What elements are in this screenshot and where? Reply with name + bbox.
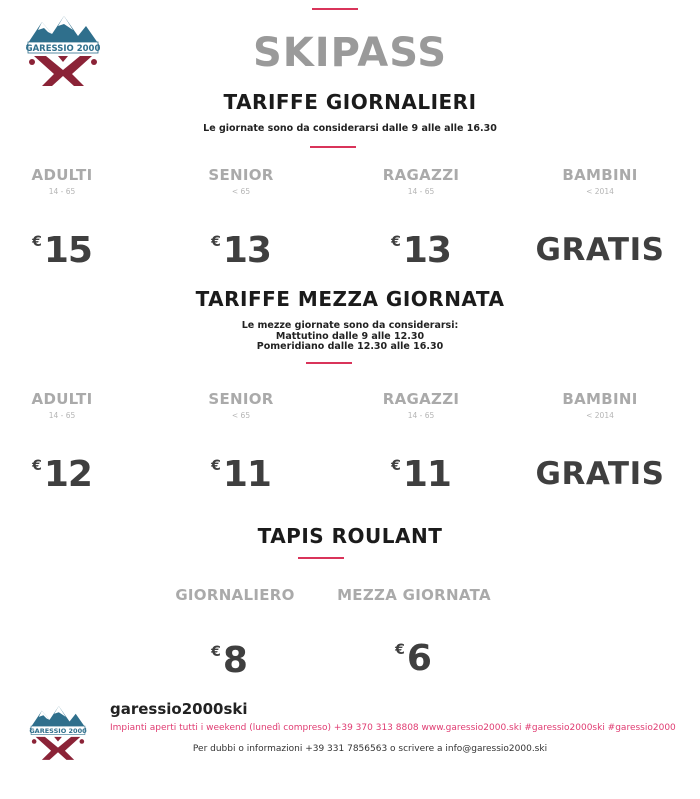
tapis-mezza-giornata bbox=[324, 586, 504, 604]
category-age: < 2014 bbox=[586, 411, 614, 420]
euro-symbol: € bbox=[32, 458, 42, 474]
euro-symbol: € bbox=[395, 642, 405, 658]
category-label: SENIOR bbox=[208, 390, 274, 408]
section-heading-tapis: TAPIS ROULANT bbox=[257, 524, 443, 548]
category-label: BAMBINI bbox=[562, 166, 638, 184]
divider-mezza bbox=[306, 362, 352, 364]
price-value: 15 bbox=[43, 230, 92, 271]
section-heading-giornalieri: TARIFFE GIORNALIERI bbox=[223, 90, 477, 114]
price-value: 12 bbox=[43, 454, 92, 495]
euro-symbol: € bbox=[391, 234, 401, 250]
category-age: 14 - 65 bbox=[407, 411, 435, 420]
price-value: 13 bbox=[402, 230, 451, 271]
divider-giornalieri bbox=[310, 146, 356, 148]
price-value: 6 bbox=[406, 638, 431, 679]
category-age: < 2014 bbox=[586, 187, 614, 196]
category-age: < 65 bbox=[231, 411, 251, 420]
garessio-logo-footer bbox=[28, 703, 88, 763]
price-value: GRATIS bbox=[535, 232, 665, 268]
category-label: RAGAZZI bbox=[382, 390, 460, 408]
category-age: 14 - 65 bbox=[48, 187, 76, 196]
note-mezza-line2: Mattutino dalle 9 alle 12.30 bbox=[275, 331, 425, 342]
price-ragazzi bbox=[331, 454, 511, 495]
price-bambini bbox=[510, 232, 690, 268]
category-senior bbox=[151, 390, 331, 420]
category-bambini bbox=[510, 390, 690, 420]
price-senior bbox=[151, 454, 331, 495]
price-adulti bbox=[0, 230, 152, 271]
category-label: BAMBINI bbox=[562, 390, 638, 408]
category-label: SENIOR bbox=[208, 166, 274, 184]
note-mezza-line1: Le mezze giornate sono da considerarsi: bbox=[241, 320, 459, 331]
section-heading-mezza: TARIFFE MEZZA GIORNATA bbox=[195, 287, 505, 311]
price-value: 11 bbox=[222, 454, 271, 495]
price-adulti bbox=[0, 454, 152, 495]
price-senior bbox=[151, 230, 331, 271]
footer-brand: garessio2000ski bbox=[110, 700, 248, 718]
category-age: 14 - 65 bbox=[407, 187, 435, 196]
category-ragazzi bbox=[331, 166, 511, 196]
footer-contact[interactable]: Per dubbi o informazioni +39 331 7856563 o scrivere a info@garessio2000.ski bbox=[192, 744, 548, 754]
category-bambini bbox=[510, 166, 690, 196]
category-senior bbox=[151, 166, 331, 196]
page-title: SKIPASS bbox=[252, 30, 448, 76]
price-value: 11 bbox=[402, 454, 451, 495]
category-label: ADULTI bbox=[31, 390, 93, 408]
svg-text:GARESSIO 2000: GARESSIO 2000 bbox=[29, 727, 87, 735]
euro-symbol: € bbox=[211, 458, 221, 474]
euro-symbol: € bbox=[391, 458, 401, 474]
tapis-giornaliero bbox=[145, 586, 325, 604]
category-ragazzi bbox=[331, 390, 511, 420]
note-mezza-line3: Pomeridiano dalle 12.30 alle 16.30 bbox=[256, 341, 444, 352]
tapis-label: MEZZA GIORNATA bbox=[337, 586, 491, 604]
category-age: < 65 bbox=[231, 187, 251, 196]
euro-symbol: € bbox=[32, 234, 42, 250]
price-value: GRATIS bbox=[535, 456, 665, 492]
price-ragazzi bbox=[331, 230, 511, 271]
footer-tagline[interactable]: Impianti aperti tutti i weekend (lunedì compreso) +39 370 313 8808 www.garessio2000.ski #garessio2000ski #garessio2000 bbox=[110, 723, 676, 733]
price-bambini bbox=[510, 456, 690, 492]
tapis-label: GIORNALIERO bbox=[175, 586, 295, 604]
category-label: ADULTI bbox=[31, 166, 93, 184]
divider-tapis bbox=[298, 557, 344, 559]
category-age: 14 - 65 bbox=[48, 411, 76, 420]
category-adulti bbox=[0, 166, 152, 196]
note-giornalieri: Le giornate sono da considerarsi dalle 9 alle alle 16.30 bbox=[203, 123, 497, 134]
price-value: 13 bbox=[222, 230, 271, 271]
euro-symbol: € bbox=[211, 234, 221, 250]
top-divider bbox=[312, 8, 358, 10]
euro-symbol: € bbox=[211, 644, 221, 660]
category-label: RAGAZZI bbox=[382, 166, 460, 184]
category-adulti bbox=[0, 390, 152, 420]
svg-text:GARESSIO 2000: GARESSIO 2000 bbox=[25, 44, 101, 54]
price-tapis-mezza bbox=[323, 638, 503, 679]
price-tapis-giornaliero bbox=[139, 640, 319, 681]
price-value: 8 bbox=[222, 640, 247, 681]
